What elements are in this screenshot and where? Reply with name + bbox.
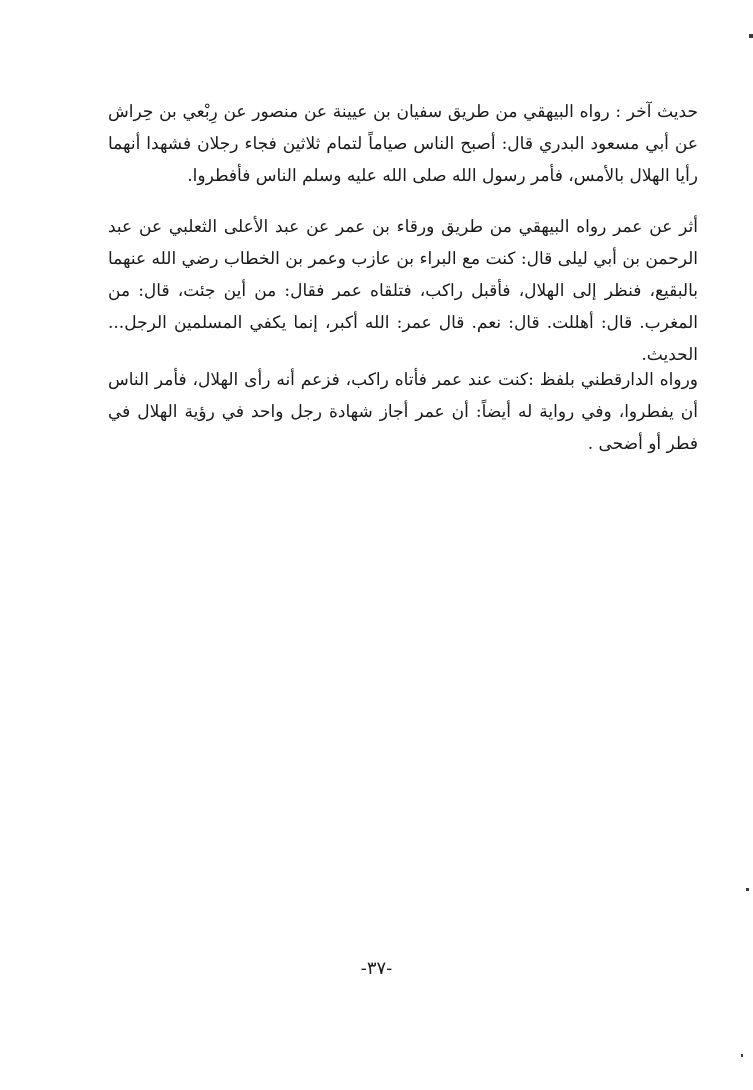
paragraph-hadith-another: حديث آخر : رواه البيهقي من طريق سفيان بن عيينة عن منصور عن رِبْعي بن حِراش عن أبي مسعود البدري قال: أصبح الناس صياماً لتمام ثلاثين فجاء رجلان فشهدا أنهما رأيا الهلال بالأمس، فأمر رسول الله صلى الله عليه وسلم الناس فأفطروا. (108, 102, 698, 186)
scan-speck (749, 34, 753, 38)
paragraph-athar-umar: أثر عن عمر رواه البيهقي من طريق ورقاء بن عمر عن عبد الأعلى الثعلبي عن عبد الرحمن بن أبي ليلى قال: كنت مع البراء بن عازب وعمر بن الخطاب رضي الله عنهما بالبقيع، فنظر إلى الهلال، فأقبل راكب، فتلقاه عمر فقال: من أين جئت، قال: من المغرب. قال: أهللت. قال: نعم. قال عمر: الله أكبر، إنما يكفي المسلمين الرجل... الحديث. (108, 217, 698, 365)
paragraph-daraqutni-narration: ورواه الدارقطني بلفظ :كنت عند عمر فأتاه راكب، فزعم أنه رأى الهلال، فأمر الناس أن يفطروا، وفي رواية له أيضاً: أن عمر أجاز شهادة رجل واحد في رؤية الهلال في فطر أو أضحى . (108, 370, 698, 454)
page-number: -٣٧- (360, 958, 393, 979)
scan-speck (746, 888, 749, 891)
scan-speck (741, 1054, 743, 1057)
